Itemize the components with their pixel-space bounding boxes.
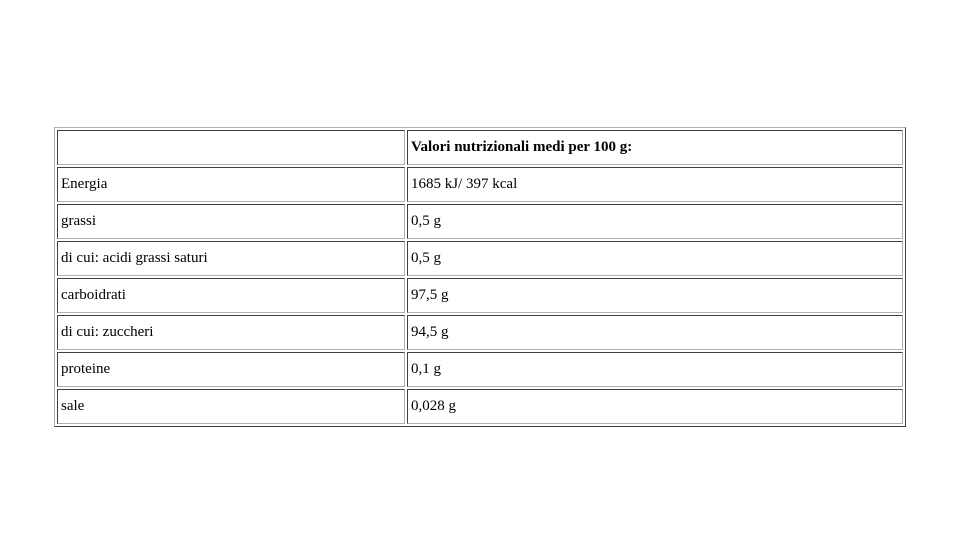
row-value: 97,5 g xyxy=(407,278,903,313)
table-header-row xyxy=(57,130,903,165)
row-value: 0,028 g xyxy=(407,389,903,424)
row-label: di cui: zuccheri xyxy=(57,315,405,350)
header-value-cell: Valori nutrizionali medi per 100 g: xyxy=(407,130,903,165)
nutrition-table xyxy=(54,127,906,427)
table-row-protein xyxy=(57,352,903,387)
row-label: Energia xyxy=(57,167,405,202)
row-value: 0,1 g xyxy=(407,352,903,387)
row-value: 0,5 g xyxy=(407,204,903,239)
row-label: grassi xyxy=(57,204,405,239)
table-row-energy xyxy=(57,167,903,202)
row-label: sale xyxy=(57,389,405,424)
table-row-carbohydrates xyxy=(57,278,903,313)
row-label: carboidrati xyxy=(57,278,405,313)
row-value: 94,5 g xyxy=(407,315,903,350)
row-value: 0,5 g xyxy=(407,241,903,276)
table-row-sugars xyxy=(57,315,903,350)
header-label-cell xyxy=(57,130,405,165)
row-label: di cui: acidi grassi saturi xyxy=(57,241,405,276)
table-row-fat xyxy=(57,204,903,239)
row-label: proteine xyxy=(57,352,405,387)
table-row-salt xyxy=(57,389,903,424)
table-row-saturated-fat xyxy=(57,241,903,276)
row-value: 1685 kJ/ 397 kcal xyxy=(407,167,903,202)
